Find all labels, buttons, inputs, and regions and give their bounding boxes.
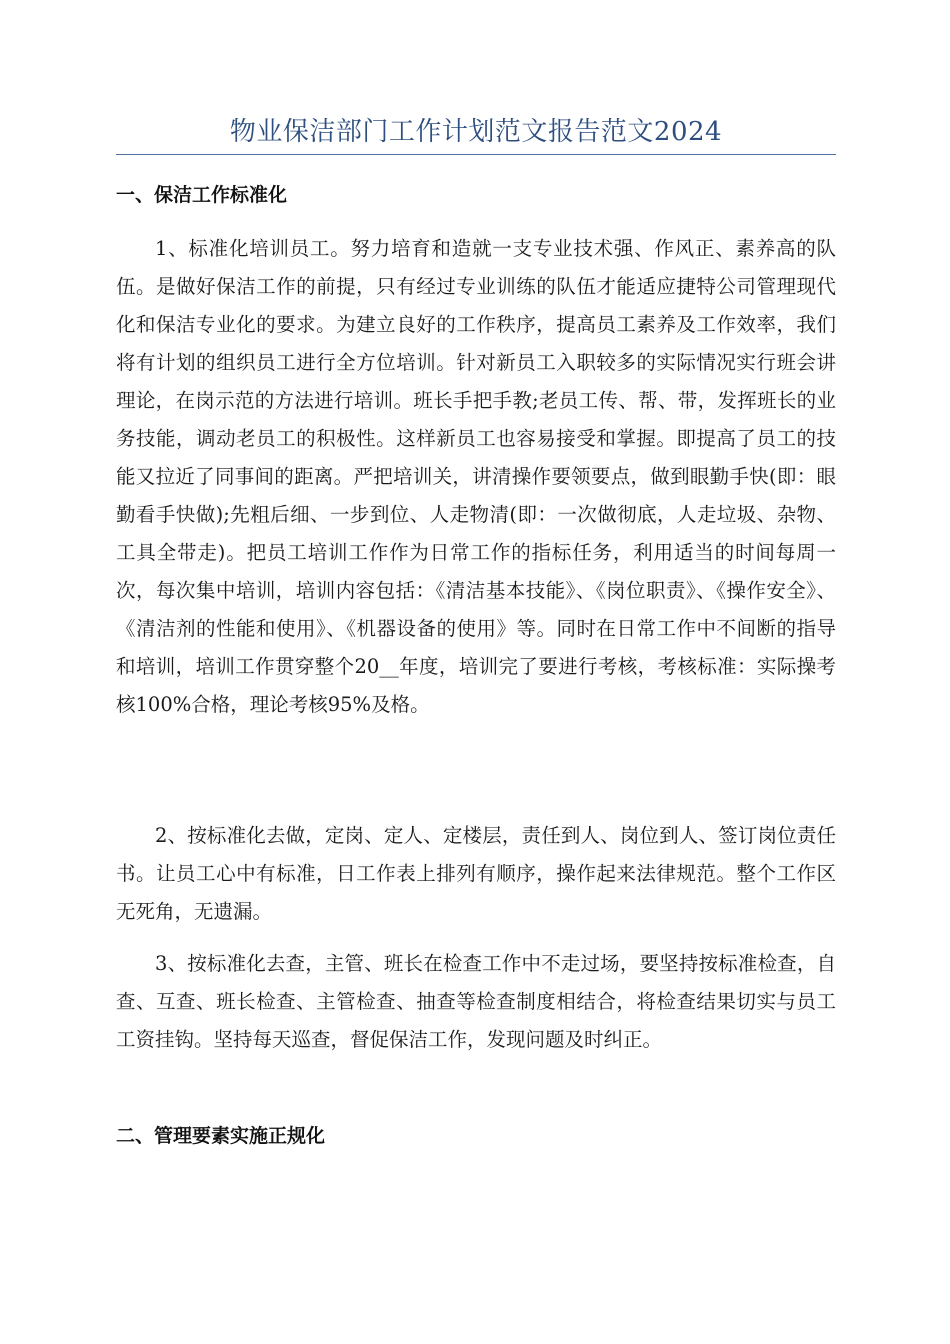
section-heading-2: 二、管理要素实施正规化 (116, 1125, 326, 1147)
title-underline (116, 154, 836, 155)
section-heading-1: 一、保洁工作标准化 (116, 184, 288, 206)
document-title: 物业保洁部门工作计划范文报告范文2024 (229, 117, 723, 147)
paragraph-standardized-inspection: 3、按标准化去查，主管、班长在检查工作中不走过场，要坚持按标准检查，自查、互查、班长检查、主管检查、抽查等检查制度相结合，将检查结果切实与员工工资挂钩。坚持每天巡查，督促保洁工作，发现问题及时纠正。 (116, 952, 836, 1051)
paragraph-standardized-work: 2、按标准化去做，定岗、定人、定楼层，责任到人、岗位到人、签订岗位责任书。让员工心中有标准，日工作表上排列有顺序，操作起来法律规范。整个工作区无死角，无遗漏。 (116, 824, 836, 923)
paragraph-standardized-training: 1、标准化培训员工。努力培育和造就一支专业技术强、作风正、素养高的队伍。是做好保洁工作的前提，只有经过专业训练的队伍才能适应捷特公司管理现代化和保洁专业化的要求。为建立良好的工作秩序，提高员工素养及工作效率，我们将有计划的组织员工进行全方位培训。针对新员工入职较多的实际情况实行班会讲理论，在岗示范的方法进行培训。班长手把手教;老员工传、帮、带，发挥班长的业务技能，调动老员工的积极性。这样新员工也容易接受和掌握。即提高了员工的技能又拉近了同事间的距离。严把培训关，讲清操作要领要点，做到眼勤手快(即：眼勤看手快做);先粗后细、一步到位、人走物清(即：一次做彻底，人走垃圾、杂物、工具全带走)。把员工培训工作作为日常工作的指标任务，利用适当的时间每周一次，每次集中培训，培训内容包括：《清洁基本技能》、《岗位职责》、《操作安全》、《清洁剂的性能和使用》、《机器设备的使用》等。同时在日常工作中不间断的指导和培训，培训工作贯穿整个20__年度，培训完了要进行考核，考核标准：实际操考核100%合格，理论考核95%及格。 (116, 237, 836, 716)
